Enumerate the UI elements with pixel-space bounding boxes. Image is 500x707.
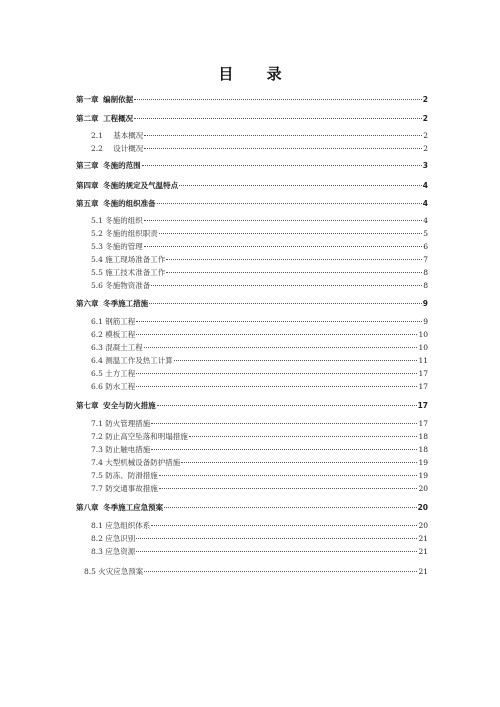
toc-entry-page: 2 — [423, 131, 428, 140]
toc-entry-page: 21 — [418, 547, 428, 556]
dot-leader — [151, 449, 417, 450]
toc-entry-page: 17 — [418, 419, 428, 428]
toc-entry-section[interactable] — [91, 241, 430, 252]
toc-entry-page: 9 — [423, 317, 428, 326]
toc-entry-page: 18 — [418, 445, 428, 454]
toc-entry-section[interactable] — [91, 431, 430, 442]
toc-entry-section[interactable] — [91, 342, 430, 353]
toc-entry-section[interactable] — [91, 228, 430, 239]
toc-entry-label: 7.3 防止触电措施 — [91, 445, 151, 454]
dot-leader — [142, 165, 422, 166]
toc-entry-page: 20 — [418, 521, 428, 530]
toc-entry-page: 2 — [422, 114, 428, 123]
dot-leader — [159, 488, 418, 489]
dot-leader — [144, 220, 422, 221]
toc-entry-label: 7.1 防火管理措施 — [91, 419, 151, 428]
toc-entry-label: 6.3 混凝土工程 — [91, 343, 143, 352]
toc-entry-section[interactable] — [91, 520, 430, 531]
toc-entry-chapter[interactable] — [76, 160, 430, 171]
toc-entry-label: 8.5 火灾应急预案 — [84, 567, 144, 576]
toc-entry-page: 8 — [423, 268, 428, 277]
toc-entry-page: 6 — [423, 242, 428, 251]
dot-leader — [157, 203, 422, 204]
toc-entry-chapter[interactable] — [76, 113, 430, 124]
toc-entry-page: 18 — [418, 432, 428, 441]
toc-entry-section[interactable] — [91, 368, 430, 379]
toc-entry-label: 8.2 应急识别 — [91, 534, 136, 543]
toc-entry-page: 2 — [423, 144, 428, 153]
toc-entry-page: 17 — [418, 369, 428, 378]
toc-entry-label: 6.1 钢筋工程 — [91, 317, 136, 326]
toc-entry-label: 6.5 土方工程 — [91, 369, 136, 378]
dot-leader — [166, 272, 422, 273]
toc-entry-section[interactable] — [91, 381, 430, 392]
toc-entry-page: 10 — [418, 343, 428, 352]
toc-entry-label: 5.6 冬施物资准备 — [91, 281, 151, 290]
toc-entry-section[interactable] — [91, 130, 430, 141]
dot-leader — [181, 462, 417, 463]
toc-entry-page: 3 — [422, 161, 428, 170]
toc-entry-page: 17 — [417, 401, 428, 410]
toc-entry-section[interactable] — [91, 267, 430, 278]
toc-entry-section[interactable] — [91, 457, 430, 468]
toc-entry-page: 5 — [423, 229, 428, 238]
toc-entry-section[interactable] — [91, 329, 430, 340]
toc-entry-label: 第六章 冬季施工措施 — [76, 299, 149, 308]
toc-entry-label: 2.2 设计概况 — [91, 144, 144, 153]
dot-leader — [136, 551, 417, 552]
toc-entry-section[interactable] — [91, 444, 430, 455]
toc-entry-label: 第七章 安全与防火措施 — [76, 401, 156, 410]
toc-entry-page: 20 — [417, 503, 428, 512]
dot-leader — [136, 373, 417, 374]
dot-leader — [144, 148, 422, 149]
toc-entry-chapter[interactable] — [76, 298, 430, 309]
toc-title: 目 录 — [218, 65, 296, 83]
toc-entry-page: 21 — [418, 567, 428, 576]
toc-entry-label: 7.2 防止高空坠落和明塌措施 — [91, 432, 188, 441]
toc-entry-section[interactable] — [91, 418, 430, 429]
toc-entry-label: 第三章 冬施的范围 — [76, 161, 141, 170]
toc-entry-label: 第八章 冬季施工应急预案 — [76, 503, 164, 512]
toc-entry-page: 8 — [423, 281, 428, 290]
toc-entry-section[interactable] — [84, 566, 430, 577]
dot-leader — [159, 233, 422, 234]
dot-leader — [136, 386, 417, 387]
dot-leader — [151, 423, 417, 424]
toc-entry-chapter[interactable] — [76, 180, 430, 191]
dot-leader — [136, 538, 417, 539]
toc-entry-label: 5.1 冬施的组织 — [91, 216, 143, 225]
toc-entry-chapter[interactable] — [76, 400, 430, 411]
toc-entry-label: 2.1 基本概况 — [91, 131, 144, 140]
toc-entry-page: 4 — [422, 181, 428, 190]
toc-entry-label: 第五章 冬施的组织准备 — [76, 199, 156, 208]
toc-entry-section[interactable] — [91, 143, 430, 154]
dot-leader — [144, 246, 422, 247]
toc-entry-label: 5.3 冬施的管理 — [91, 242, 143, 251]
toc-entry-page: 9 — [422, 299, 428, 308]
toc-entry-page: 4 — [423, 216, 428, 225]
toc-entry-label: 5.5 施工技术准备工作 — [91, 268, 166, 277]
toc-entry-page: 20 — [418, 484, 428, 493]
toc-entry-label: 7.5 防冻、防滑措施 — [91, 471, 158, 480]
toc-entry-page: 7 — [423, 255, 428, 264]
toc-entry-page: 4 — [422, 199, 428, 208]
toc-entry-chapter[interactable] — [76, 198, 430, 209]
dot-leader — [174, 360, 418, 361]
toc-entry-section[interactable] — [91, 546, 430, 557]
toc-entry-label: 第一章 编制依据 — [76, 95, 134, 104]
toc-entry-label: 第二章 工程概况 — [76, 114, 134, 123]
toc-entry-label: 7.4 大型机械设备防护措施 — [91, 458, 181, 467]
dot-leader — [136, 334, 417, 335]
toc-entry-label: 6.4 测温工作及热工计算 — [91, 356, 173, 365]
dot-leader — [144, 571, 417, 572]
toc-entry-page: 19 — [418, 471, 428, 480]
toc-entry-page: 10 — [418, 330, 428, 339]
dot-leader — [179, 185, 422, 186]
toc-entry-label: 6.2 模板工程 — [91, 330, 136, 339]
dot-leader — [149, 303, 422, 304]
toc-entry-section[interactable] — [91, 355, 430, 366]
toc-entry-chapter[interactable] — [76, 94, 430, 105]
dot-leader — [151, 525, 417, 526]
toc-entry-section[interactable] — [91, 470, 430, 481]
toc-entry-page: 11 — [418, 356, 428, 365]
toc-entry-label: 5.4 施工现场准备工作 — [91, 255, 166, 264]
toc-entry-page: 2 — [422, 95, 428, 104]
toc-entry-label: 第四章 冬施的规定及气温特点 — [76, 181, 179, 190]
dot-leader — [144, 135, 422, 136]
toc-entry-page: 17 — [418, 382, 428, 391]
toc-entry-label: 7.7 防交通事故措施 — [91, 484, 158, 493]
toc-entry-label: 8.3 应急资源 — [91, 547, 136, 556]
dot-leader — [134, 99, 422, 100]
dot-leader — [151, 285, 422, 286]
toc-entry-label: 8.1 应急组织体系 — [91, 521, 151, 530]
toc-entry-page: 21 — [418, 534, 428, 543]
toc-entry-page: 19 — [418, 458, 428, 467]
dot-leader — [164, 507, 416, 508]
toc-entry-section[interactable] — [91, 280, 430, 291]
dot-leader — [189, 436, 418, 437]
toc-entry-section[interactable] — [91, 215, 430, 226]
toc-entry-section[interactable] — [91, 316, 430, 327]
dot-leader — [166, 259, 422, 260]
toc-entry-section[interactable] — [91, 483, 430, 494]
dot-leader — [136, 321, 422, 322]
dot-leader — [134, 118, 422, 119]
toc-entry-section[interactable] — [91, 254, 430, 265]
toc-entry-label: 6.6 防水工程 — [91, 382, 136, 391]
toc-entry-chapter[interactable] — [76, 502, 430, 513]
toc-entry-section[interactable] — [91, 533, 430, 544]
dot-leader — [144, 347, 418, 348]
dot-leader — [159, 475, 418, 476]
toc-entry-label: 5.2 冬施的组织职责 — [91, 229, 158, 238]
dot-leader — [157, 405, 417, 406]
